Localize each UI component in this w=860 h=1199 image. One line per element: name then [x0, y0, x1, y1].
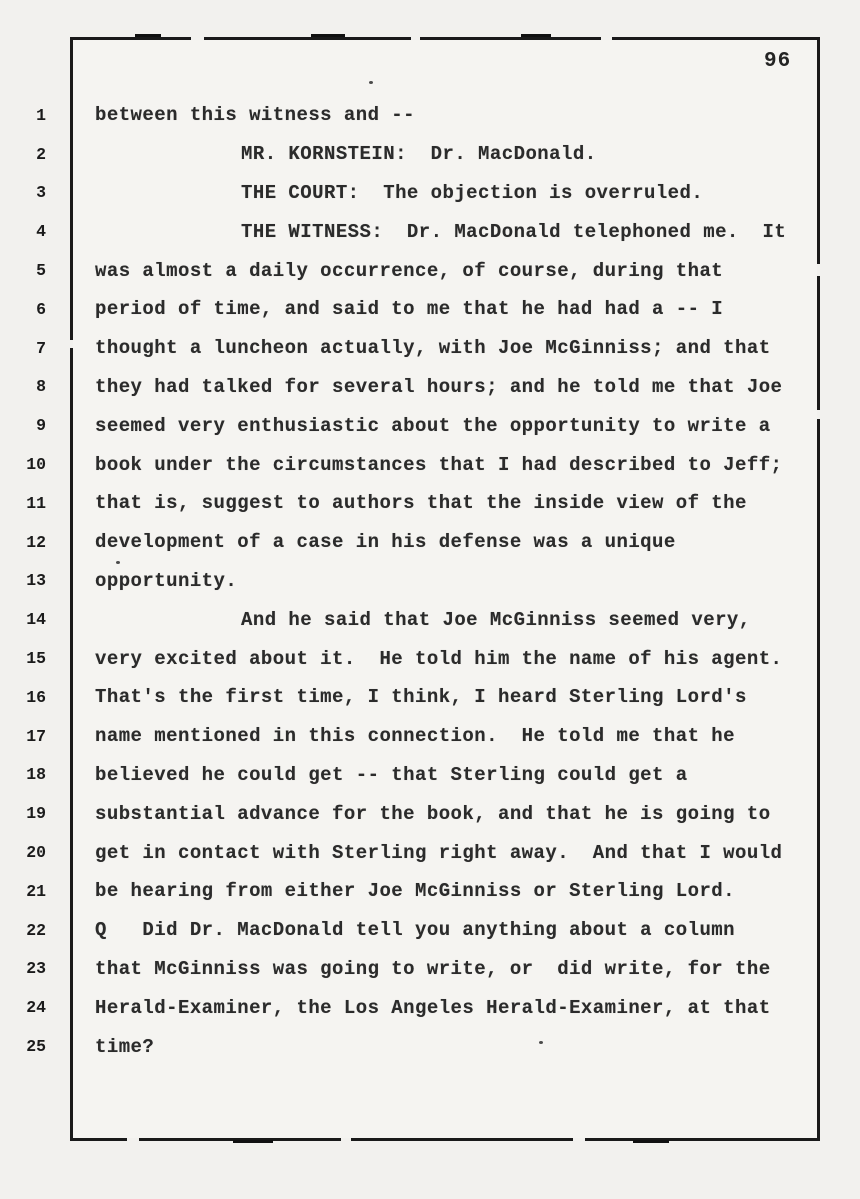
line-number: 13 [26, 571, 46, 591]
line-text: seemed very enthusiastic about the opportunity to write a [95, 414, 771, 437]
line-number: 21 [26, 881, 46, 901]
transcript-line [0, 445, 860, 484]
line-number: 17 [26, 726, 46, 746]
transcript-line [0, 872, 860, 911]
transcript-line [0, 988, 860, 1027]
page-number: 96 [764, 50, 792, 73]
line-text: get in contact with Sterling right away. And that I would [95, 841, 783, 864]
line-text: was almost a daily occurrence, of course, during that [95, 259, 724, 282]
line-number: 16 [26, 687, 46, 707]
scan-artifact [521, 34, 551, 37]
line-number: 25 [26, 1037, 46, 1057]
transcript-line [0, 96, 860, 135]
line-number: 1 [36, 105, 46, 125]
line-text: name mentioned in this connection. He told me that he [95, 725, 735, 748]
line-number: 15 [26, 649, 46, 669]
line-number: 3 [36, 183, 46, 203]
line-number: 5 [36, 261, 46, 281]
transcript-line [0, 950, 860, 989]
line-number: 10 [26, 455, 46, 475]
transcript-line [0, 329, 860, 368]
transcript-line [0, 368, 860, 407]
transcript-line [0, 833, 860, 872]
line-number: 20 [26, 843, 46, 863]
line-number: 23 [26, 959, 46, 979]
line-text: period of time, and said to me that he had had a -- I [95, 298, 724, 321]
line-text: book under the circumstances that I had described to Jeff; [95, 453, 783, 476]
line-text: that McGinniss was going to write, or did write, for the [95, 957, 771, 980]
transcript-line [0, 174, 860, 213]
transcript-line [0, 717, 860, 756]
transcript-line [0, 484, 860, 523]
line-text: Herald-Examiner, the Los Angeles Herald-Examiner, at that [95, 996, 771, 1019]
line-text: very excited about it. He told him the name of his agent. [95, 647, 783, 670]
line-text: thought a luncheon actually, with Joe McGinniss; and that [95, 337, 771, 360]
transcript-line [0, 562, 860, 601]
scan-artifact [601, 36, 612, 40]
line-text: Q Did Dr. MacDonald tell you anything about a column [95, 919, 735, 942]
transcript-line [0, 678, 860, 717]
line-number: 11 [26, 493, 46, 513]
line-text: be hearing from either Joe McGinniss or Sterling Lord. [95, 880, 735, 903]
line-number: 19 [26, 804, 46, 824]
transcript-line [0, 600, 860, 639]
transcript-body [0, 96, 860, 1066]
line-number: 12 [26, 532, 46, 552]
transcript-line [0, 1027, 860, 1066]
transcript-line [0, 911, 860, 950]
line-number: 6 [36, 299, 46, 319]
line-text: MR. KORNSTEIN: Dr. MacDonald. [241, 143, 597, 166]
line-number: 18 [26, 765, 46, 785]
line-number: 14 [26, 610, 46, 630]
line-text: opportunity. [95, 569, 238, 592]
transcript-line [0, 290, 860, 329]
line-number: 7 [36, 338, 46, 358]
line-number: 2 [36, 144, 46, 164]
transcript-line [0, 135, 860, 174]
scan-artifact [233, 1140, 273, 1143]
scan-artifact [127, 1138, 139, 1142]
line-text: THE WITNESS: Dr. MacDonald telephoned me. It [241, 220, 787, 243]
transcript-line [0, 794, 860, 833]
line-text: that is, suggest to authors that the inside view of the [95, 492, 747, 515]
scan-artifact [539, 1041, 543, 1044]
line-text: That's the first time, I think, I heard Sterling Lord's [95, 686, 747, 709]
transcript-line [0, 212, 860, 251]
scan-artifact [341, 1138, 351, 1142]
line-number: 4 [36, 222, 46, 242]
line-number: 8 [36, 377, 46, 397]
line-text: And he said that Joe McGinniss seemed very, [241, 608, 751, 631]
line-text: substantial advance for the book, and that he is going to [95, 802, 771, 825]
transcript-line [0, 406, 860, 445]
scan-artifact [135, 34, 161, 37]
line-text: development of a case in his defense was a unique [95, 531, 676, 554]
scan-artifact [311, 34, 345, 37]
line-number: 22 [26, 920, 46, 940]
transcript-line [0, 756, 860, 795]
line-text: they had talked for several hours; and he told me that Joe [95, 375, 783, 398]
transcript-line [0, 251, 860, 290]
line-text: THE COURT: The objection is overruled. [241, 181, 704, 204]
line-text: time? [95, 1035, 155, 1058]
scan-artifact [633, 1140, 669, 1143]
scan-artifact [411, 36, 420, 40]
line-number: 9 [36, 416, 46, 436]
transcript-line [0, 523, 860, 562]
line-text: believed he could get -- that Sterling could get a [95, 763, 688, 786]
line-text: between this witness and -- [95, 104, 415, 127]
scan-artifact [191, 36, 204, 40]
scan-artifact [116, 561, 120, 564]
scan-artifact [369, 81, 373, 84]
line-number: 24 [26, 998, 46, 1018]
transcript-line [0, 639, 860, 678]
scan-artifact [573, 1138, 585, 1142]
